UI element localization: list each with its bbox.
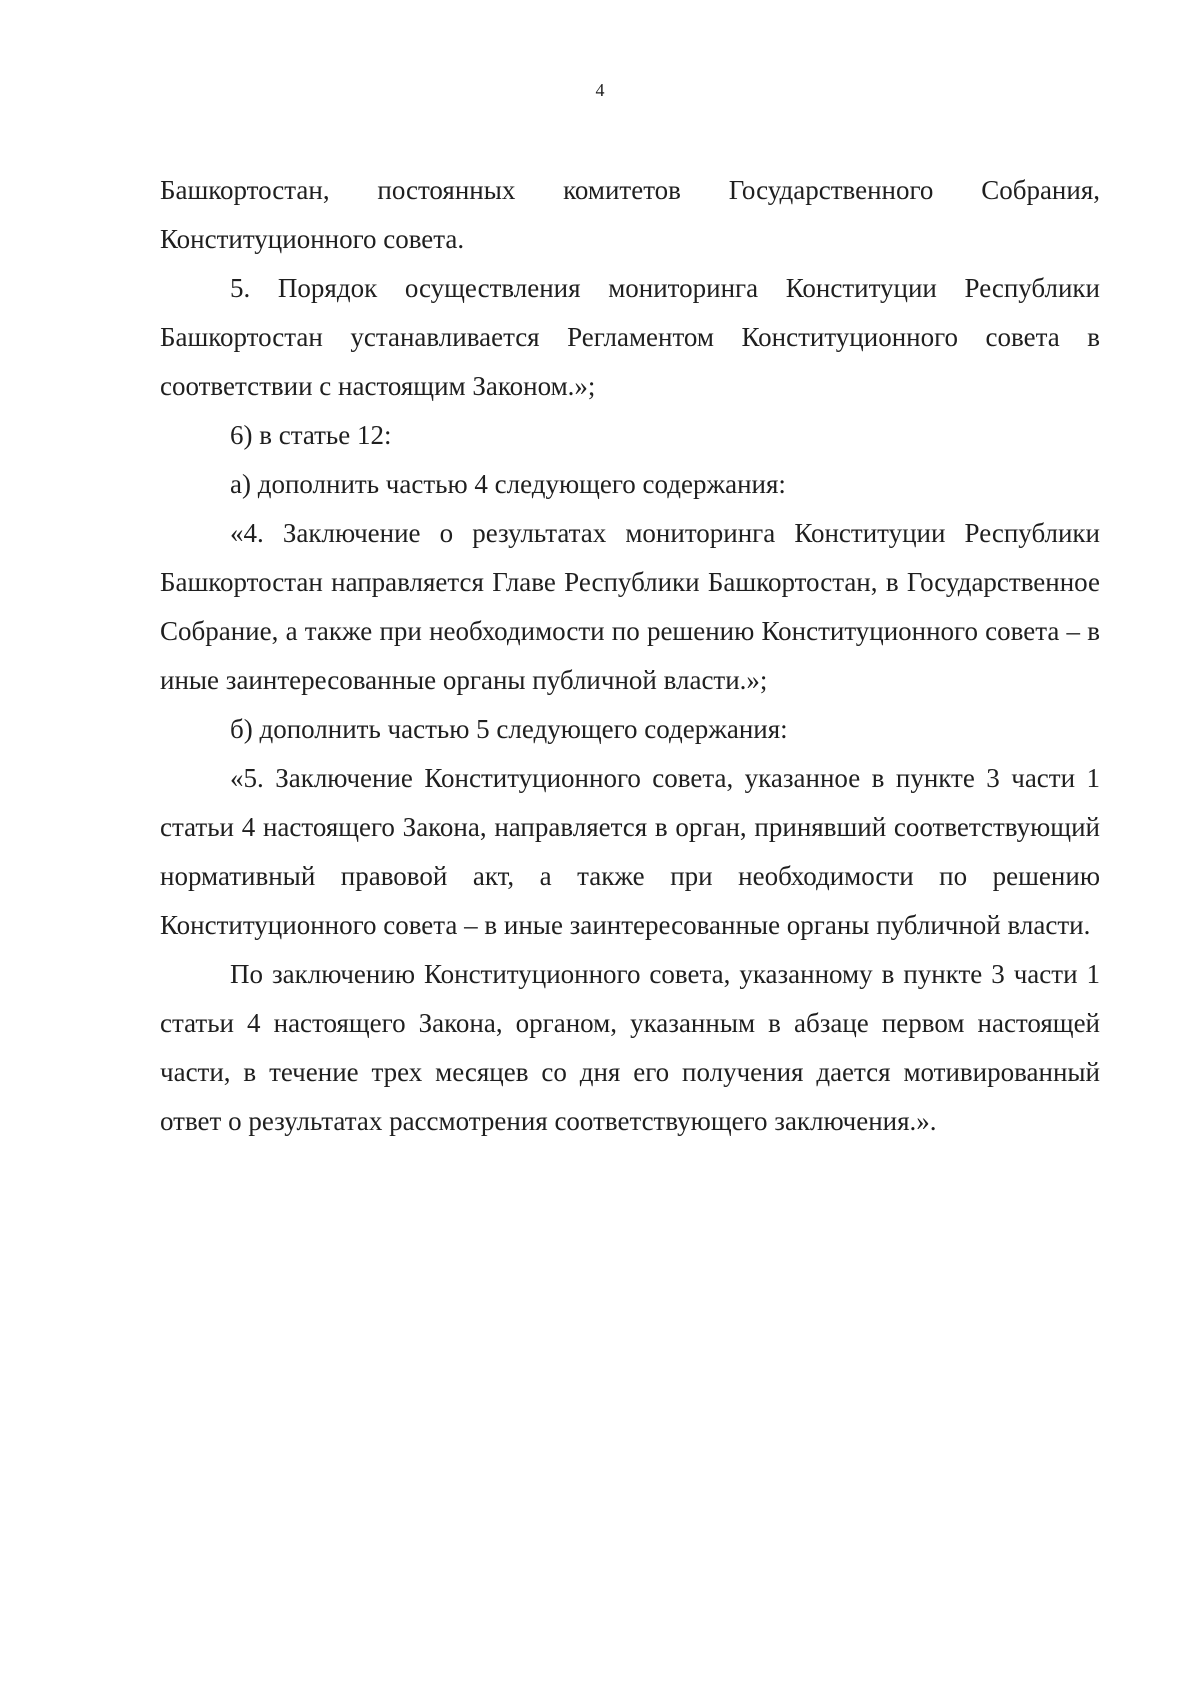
document-body bbox=[160, 166, 1100, 1146]
paragraph-subitem-a: а) дополнить частью 4 следующего содержания: bbox=[230, 469, 786, 499]
paragraph-subitem-b: б) дополнить частью 5 следующего содержания: bbox=[230, 714, 788, 744]
page-number: 4 bbox=[595, 80, 605, 100]
paragraph-part-5: «5. Заключение Конституционного совета, указанное в пункте 3 части 1 статьи 4 настоящего Закона, направляется в орган, принявший соответствующий нормативный правовой акт, а также при необходимости по решению Конституционного совета – в иные заинтересованные органы публичной власти. bbox=[160, 763, 1100, 940]
paragraph-continuation: Башкортостан, постоянных комитетов Государственного Собрания, Конституционного совета. bbox=[160, 175, 1100, 254]
paragraph-article-12: 6) в статье 12: bbox=[230, 420, 392, 450]
paragraph-part-4: «4. Заключение о результатах мониторинга Конституции Республики Башкортостан направляется Главе Республики Башкортостан, в Государственное Собрание, а также при необходимости по решению Конституционного совета – в иные заинтересованные органы публичной власти.»; bbox=[160, 518, 1100, 695]
paragraph-conclusion-response: По заключению Конституционного совета, указанному в пункте 3 части 1 статьи 4 настоящего Закона, органом, указанным в абзаце первом настоящей части, в течение трех месяцев со дня его получения дается мотивированный ответ о результатах рассмотрения соответствующего заключения.». bbox=[160, 959, 1100, 1136]
paragraph-item-5: 5. Порядок осуществления мониторинга Конституции Республики Башкортостан устанавливается Регламентом Конституционного совета в соответствии с настоящим Законом.»; bbox=[160, 273, 1100, 401]
